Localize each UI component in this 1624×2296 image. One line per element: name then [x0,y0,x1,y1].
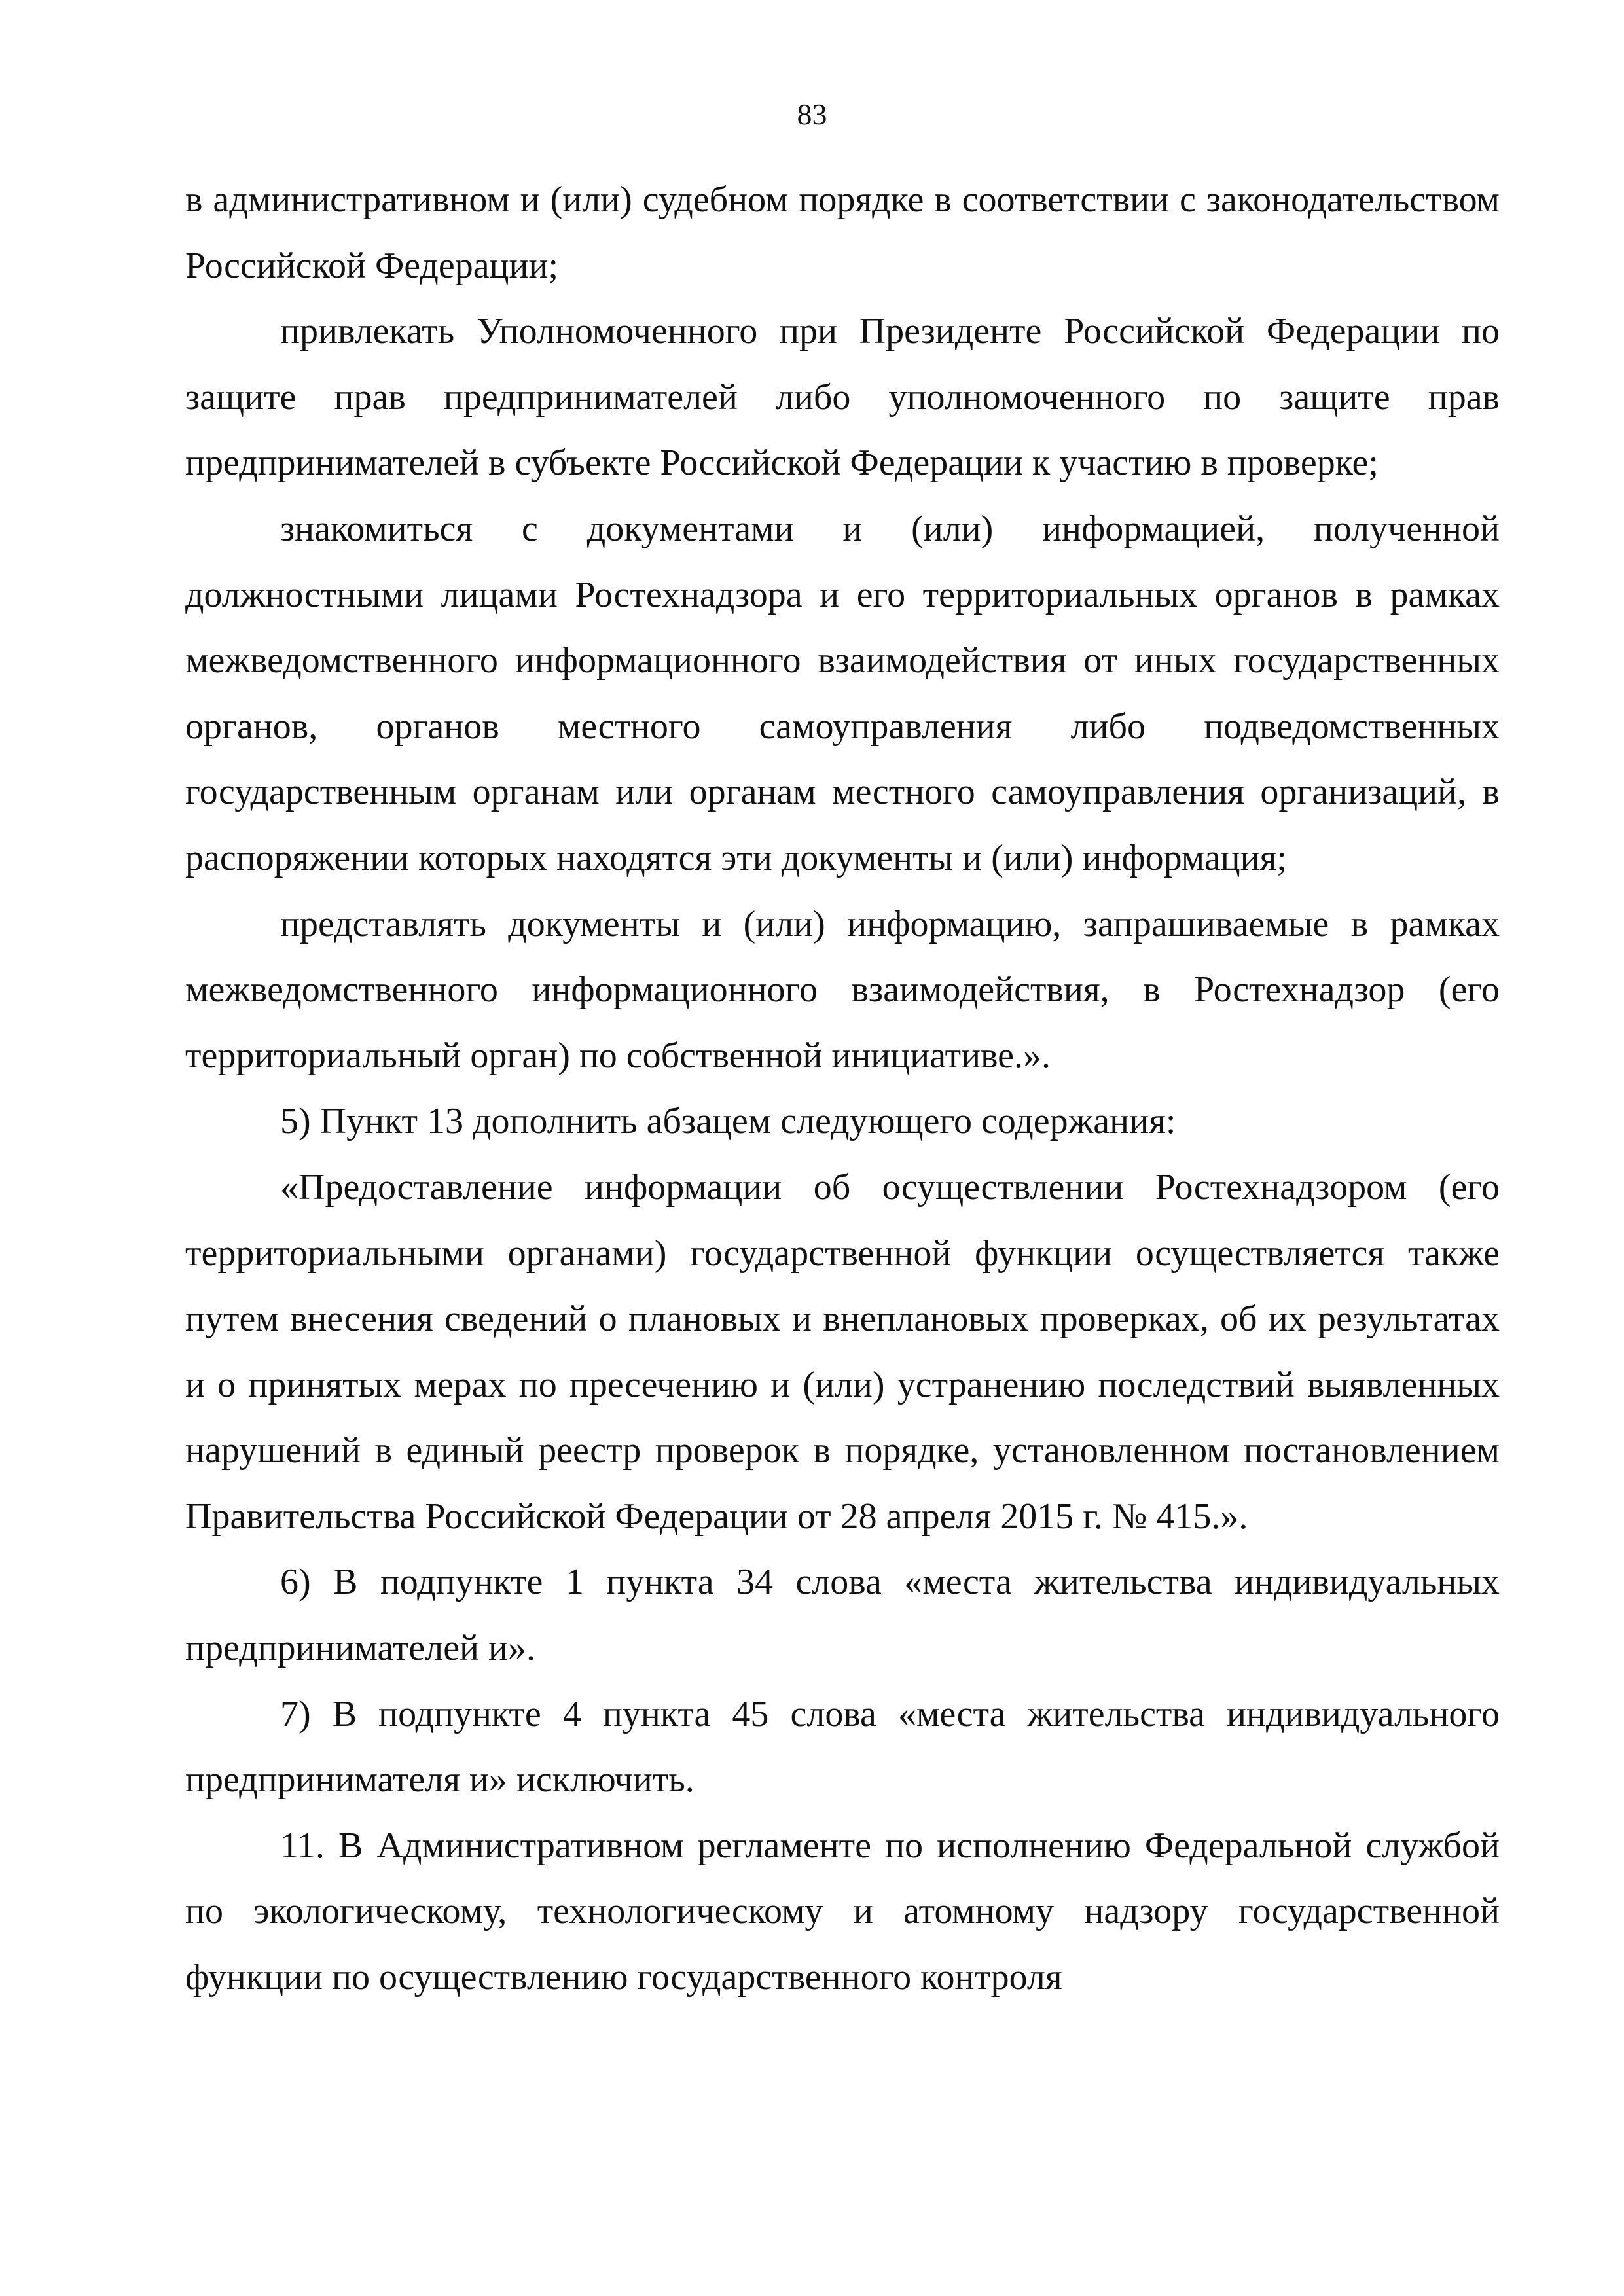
paragraph-item: 5) Пункт 13 дополнить абзацем следующего содержания: [280,1101,1176,1142]
paragraph-item: 7) В подпункте 4 пункта 45 слова «места жительства индивидуального предпринимателя и» исключить. [185,1693,1500,1801]
paragraph-item: «Предоставление информации об осуществлении Ростехнадзором (его территориальными органами) государственной функции осуществляется также путем внесения сведений о плановых и внеплановых проверках, об их результатах и о принятых мерах по пресечению и (или) устранению последствий выявленных нарушений в единый реестр проверок в порядке, установленном постановлением Правительства Российской Федерации от 28 апреля 2015 г. № 415.». [185,1166,1500,1537]
page-number: 83 [797,98,827,131]
paragraph-item: знакомиться с документами и (или) информацией, полученной должностными лицами Ростехнадзора и его территориальных органов в рамках межведомственного информационного взаимодействия от иных государственных органов, органов местного самоуправления либо подведомственных государственным органам или органам местного самоуправления организаций, в распоряжении которых находятся эти документы и (или) информация; [185,508,1500,878]
document-body [185,167,1500,2011]
paragraph-item: 11. В Административном регламенте по исполнению Федеральной службой по экологическому, технологическому и атомному надзору государственной функции по осуществлению государственного контроля [185,1825,1500,1998]
paragraph-item: привлекать Уполномоченного при Президенте Российской Федерации по защите прав предпринимателей либо уполномоченного по защите прав предпринимателей в субъекте Российской Федерации к участию в проверке; [185,311,1500,484]
paragraph-continuation: в административном и (или) судебном порядке в соответствии с законодательством Российской Федерации; [185,179,1500,286]
paragraph-item: 6) В подпункте 1 пункта 34 слова «места жительства индивидуальных предпринимателей и». [185,1562,1500,1669]
paragraph-item: представлять документы и (или) информацию, запрашиваемые в рамках межведомственного информационного взаимодействия, в Ростехнадзор (его территориальный орган) по собственной инициативе.». [185,903,1500,1076]
